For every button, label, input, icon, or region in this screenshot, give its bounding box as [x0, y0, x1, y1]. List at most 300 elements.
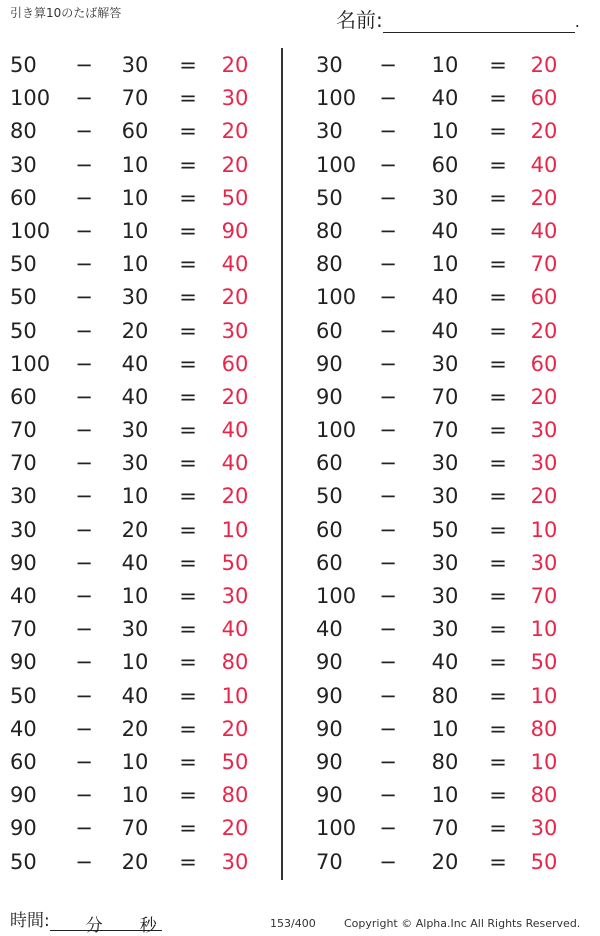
time-field	[10, 906, 162, 936]
equals-sign: =	[489, 351, 507, 376]
answer: 50	[221, 550, 249, 575]
equals-sign: =	[179, 252, 197, 277]
answer: 40	[221, 617, 249, 642]
minus-sign: −	[379, 584, 397, 608]
minuend: 30	[316, 119, 343, 144]
answer: 40	[530, 218, 558, 243]
subtrahend: 50	[431, 517, 459, 542]
minuend: 90	[10, 816, 37, 841]
minus-sign: −	[379, 285, 397, 310]
minus-sign: −	[75, 783, 93, 808]
equals-sign: =	[179, 517, 197, 542]
problem-row	[316, 679, 576, 712]
equals-sign: =	[489, 749, 507, 774]
subtrahend: 30	[121, 617, 149, 642]
subtrahend: 30	[431, 185, 459, 210]
equals-sign: =	[179, 584, 197, 608]
minuend: 50	[316, 484, 343, 509]
seconds-label: 秒	[139, 916, 157, 936]
time-label: 時間:	[10, 911, 50, 931]
problem-row	[316, 778, 576, 811]
minus-sign: −	[75, 451, 93, 476]
minuend: 50	[10, 683, 37, 708]
subtrahend: 20	[121, 318, 149, 343]
equals-sign: =	[489, 816, 507, 841]
name-field[interactable]	[336, 4, 580, 33]
equals-sign: =	[179, 716, 197, 741]
minuend: 100	[316, 285, 357, 310]
subtrahend: 10	[121, 484, 149, 509]
equals-sign: =	[179, 185, 197, 210]
problem-row	[10, 181, 270, 214]
subtrahend: 30	[431, 451, 459, 476]
minuend: 80	[10, 119, 37, 144]
minuend: 90	[316, 351, 343, 376]
equals-sign: =	[489, 683, 507, 708]
minus-sign: −	[75, 650, 93, 675]
minus-sign: −	[75, 318, 93, 343]
answer: 60	[221, 351, 249, 376]
subtrahend: 40	[431, 650, 459, 675]
minus-sign: −	[379, 53, 397, 77]
minus-sign: −	[75, 584, 93, 608]
answer: 10	[221, 517, 249, 542]
minuend: 40	[10, 584, 37, 608]
minus-sign: −	[379, 650, 397, 675]
subtrahend: 60	[121, 119, 149, 144]
subtrahend: 10	[431, 783, 459, 808]
answer: 50	[530, 650, 558, 675]
answer: 10	[530, 517, 558, 542]
problem-row	[10, 546, 270, 579]
equals-sign: =	[179, 451, 197, 476]
equals-sign: =	[489, 617, 507, 642]
equals-sign: =	[489, 783, 507, 808]
equals-sign: =	[179, 119, 197, 144]
minuend: 50	[10, 53, 37, 77]
problem-row	[316, 380, 576, 413]
problem-row	[10, 280, 270, 313]
minus-sign: −	[75, 185, 93, 210]
subtrahend: 30	[431, 550, 459, 575]
answer: 20	[530, 53, 558, 77]
problem-row	[316, 479, 576, 512]
minus-sign: −	[379, 351, 397, 376]
problem-row	[316, 114, 576, 147]
subtrahend: 40	[121, 351, 149, 376]
equals-sign: =	[179, 650, 197, 675]
minus-sign: −	[75, 86, 93, 111]
minus-sign: −	[379, 252, 397, 277]
minus-sign: −	[379, 816, 397, 841]
minuend: 90	[316, 683, 343, 708]
problem-row	[316, 845, 576, 878]
answer: 30	[221, 584, 249, 608]
answer: 50	[530, 849, 558, 874]
minuend: 70	[316, 849, 343, 874]
subtrahend: 70	[121, 816, 149, 841]
minus-sign: −	[75, 550, 93, 575]
answer: 90	[221, 218, 249, 243]
answer: 10	[221, 683, 249, 708]
answer: 70	[530, 584, 558, 608]
problem-row	[316, 645, 576, 678]
equals-sign: =	[489, 484, 507, 509]
minuend: 60	[10, 185, 37, 210]
minuend: 90	[316, 716, 343, 741]
answer: 60	[530, 86, 558, 111]
minuend: 100	[316, 418, 357, 443]
minus-sign: −	[75, 617, 93, 642]
subtrahend: 10	[121, 252, 149, 277]
problem-row	[316, 745, 576, 778]
equals-sign: =	[179, 550, 197, 575]
subtrahend: 40	[121, 683, 149, 708]
minuend: 50	[316, 185, 343, 210]
answer: 40	[530, 152, 558, 177]
answer: 30	[221, 318, 249, 343]
problem-row	[10, 612, 270, 645]
left-problem-column	[10, 48, 270, 878]
subtrahend: 40	[121, 550, 149, 575]
problem-row	[316, 280, 576, 313]
minus-sign: −	[75, 119, 93, 144]
equals-sign: =	[179, 285, 197, 310]
minus-sign: −	[379, 119, 397, 144]
answer: 80	[221, 650, 249, 675]
subtrahend: 30	[431, 351, 459, 376]
answer: 20	[530, 484, 558, 509]
equals-sign: =	[489, 119, 507, 144]
subtrahend: 30	[121, 451, 149, 476]
problem-row	[10, 579, 270, 612]
problem-row	[316, 347, 576, 380]
minus-sign: −	[379, 185, 397, 210]
minus-sign: −	[75, 285, 93, 310]
subtrahend: 80	[431, 683, 459, 708]
equals-sign: =	[489, 650, 507, 675]
equals-sign: =	[489, 584, 507, 608]
name-label: 名前:	[336, 8, 383, 32]
copyright-notice: Copyright © Alpha.Inc All Rights Reserved.	[344, 917, 581, 930]
subtrahend: 30	[121, 285, 149, 310]
minus-sign: −	[379, 783, 397, 808]
subtrahend: 10	[121, 218, 149, 243]
minus-sign: −	[75, 816, 93, 841]
answer: 10	[530, 617, 558, 642]
equals-sign: =	[489, 849, 507, 874]
minuend: 50	[10, 318, 37, 343]
equals-sign: =	[489, 451, 507, 476]
problem-row	[10, 48, 270, 81]
subtrahend: 20	[431, 849, 459, 874]
problem-row	[10, 314, 270, 347]
subtrahend: 40	[431, 86, 459, 111]
subtrahend: 30	[121, 53, 149, 77]
subtrahend: 40	[121, 384, 149, 409]
minuend: 90	[10, 783, 37, 808]
minuend: 30	[10, 484, 37, 509]
subtrahend: 10	[121, 783, 149, 808]
problem-row	[316, 48, 576, 81]
minus-sign: −	[75, 384, 93, 409]
equals-sign: =	[179, 418, 197, 443]
answer: 10	[530, 749, 558, 774]
minuend: 90	[316, 384, 343, 409]
problem-row	[316, 811, 576, 844]
subtrahend: 40	[431, 318, 459, 343]
answer: 40	[221, 418, 249, 443]
answer: 80	[530, 716, 558, 741]
answer: 30	[530, 451, 558, 476]
minuend: 100	[316, 816, 357, 841]
equals-sign: =	[179, 218, 197, 243]
subtrahend: 20	[121, 517, 149, 542]
problem-row	[316, 612, 576, 645]
minuend: 50	[10, 285, 37, 310]
minus-sign: −	[379, 451, 397, 476]
subtrahend: 10	[121, 650, 149, 675]
equals-sign: =	[489, 86, 507, 111]
problem-row	[316, 546, 576, 579]
equals-sign: =	[179, 783, 197, 808]
answer: 20	[221, 285, 249, 310]
equals-sign: =	[489, 53, 507, 77]
subtrahend: 10	[121, 749, 149, 774]
answer: 20	[530, 384, 558, 409]
answer: 20	[530, 119, 558, 144]
subtrahend: 30	[431, 617, 459, 642]
subtrahend: 70	[121, 86, 149, 111]
worksheet-title: 引き算10のたば解答	[10, 6, 122, 20]
equals-sign: =	[179, 384, 197, 409]
subtrahend: 20	[121, 849, 149, 874]
subtrahend: 60	[431, 152, 459, 177]
minuend: 60	[316, 451, 343, 476]
problem-row	[10, 81, 270, 114]
minuend: 50	[10, 849, 37, 874]
problem-row	[316, 314, 576, 347]
answer: 30	[221, 849, 249, 874]
minus-sign: −	[379, 484, 397, 509]
problem-row	[316, 513, 576, 546]
minuend: 40	[10, 716, 37, 741]
minuend: 60	[316, 318, 343, 343]
equals-sign: =	[489, 550, 507, 575]
answer: 40	[221, 451, 249, 476]
minuend: 40	[316, 617, 343, 642]
minuend: 80	[316, 218, 343, 243]
minus-sign: −	[75, 484, 93, 509]
equals-sign: =	[489, 384, 507, 409]
subtrahend: 30	[431, 484, 459, 509]
problem-row	[316, 446, 576, 479]
answer: 20	[221, 716, 249, 741]
subtrahend: 10	[431, 53, 459, 77]
equals-sign: =	[179, 152, 197, 177]
problem-row	[316, 247, 576, 280]
answer: 50	[221, 185, 249, 210]
equals-sign: =	[489, 418, 507, 443]
subtrahend: 10	[431, 119, 459, 144]
minuend: 100	[10, 351, 51, 376]
answer: 70	[530, 252, 558, 277]
minus-sign: −	[379, 716, 397, 741]
problem-row	[10, 479, 270, 512]
minuend: 30	[10, 152, 37, 177]
minuend: 90	[316, 749, 343, 774]
minuend: 80	[316, 252, 343, 277]
minuend: 30	[316, 53, 343, 77]
answer: 80	[530, 783, 558, 808]
equals-sign: =	[489, 716, 507, 741]
minuend: 30	[10, 517, 37, 542]
minus-sign: −	[379, 683, 397, 708]
answer: 20	[530, 318, 558, 343]
subtrahend: 70	[431, 384, 459, 409]
minus-sign: −	[379, 384, 397, 409]
name-line[interactable]	[383, 12, 575, 33]
subtrahend: 10	[121, 185, 149, 210]
minuend: 90	[316, 650, 343, 675]
minus-sign: −	[379, 86, 397, 111]
answer: 60	[530, 351, 558, 376]
minus-sign: −	[75, 218, 93, 243]
problem-row	[10, 778, 270, 811]
equals-sign: =	[179, 86, 197, 111]
subtrahend: 10	[431, 716, 459, 741]
equals-sign: =	[179, 318, 197, 343]
problem-row	[10, 845, 270, 878]
minus-sign: −	[379, 550, 397, 575]
answer: 30	[530, 418, 558, 443]
minus-sign: −	[75, 683, 93, 708]
problem-row	[10, 148, 270, 181]
minuend: 60	[316, 550, 343, 575]
problem-row	[10, 679, 270, 712]
equals-sign: =	[489, 285, 507, 310]
problem-row	[10, 446, 270, 479]
problem-row	[316, 81, 576, 114]
problem-row	[10, 513, 270, 546]
problem-row	[316, 413, 576, 446]
equals-sign: =	[489, 252, 507, 277]
problem-row	[10, 347, 270, 380]
minus-sign: −	[379, 152, 397, 177]
minus-sign: −	[379, 218, 397, 243]
subtrahend: 20	[121, 716, 149, 741]
subtrahend: 40	[431, 218, 459, 243]
minutes-label: 分	[85, 916, 103, 936]
subtrahend: 10	[431, 252, 459, 277]
answer: 30	[221, 86, 249, 111]
subtrahend: 30	[121, 418, 149, 443]
minus-sign: −	[75, 418, 93, 443]
subtrahend: 70	[431, 816, 459, 841]
problem-row	[10, 214, 270, 247]
answer: 50	[221, 749, 249, 774]
answer: 20	[221, 484, 249, 509]
answer: 20	[221, 816, 249, 841]
equals-sign: =	[489, 152, 507, 177]
equals-sign: =	[179, 484, 197, 509]
minus-sign: −	[75, 252, 93, 277]
problem-row	[316, 148, 576, 181]
name-end-mark: .	[574, 12, 580, 31]
problem-row	[10, 114, 270, 147]
answer: 60	[530, 285, 558, 310]
minuend: 90	[10, 550, 37, 575]
answer: 30	[530, 550, 558, 575]
minus-sign: −	[75, 517, 93, 542]
minuend: 50	[10, 252, 37, 277]
subtrahend: 30	[431, 584, 459, 608]
minus-sign: −	[379, 617, 397, 642]
problem-row	[10, 712, 270, 745]
answer: 20	[530, 185, 558, 210]
problem-row	[316, 712, 576, 745]
equals-sign: =	[489, 185, 507, 210]
answer: 20	[221, 152, 249, 177]
answer: 40	[221, 252, 249, 277]
column-divider	[281, 48, 283, 880]
equals-sign: =	[489, 517, 507, 542]
problem-row	[10, 413, 270, 446]
minus-sign: −	[379, 318, 397, 343]
subtrahend: 80	[431, 749, 459, 774]
equals-sign: =	[179, 749, 197, 774]
problem-row	[10, 247, 270, 280]
answer: 80	[221, 783, 249, 808]
answer: 20	[221, 119, 249, 144]
minus-sign: −	[379, 749, 397, 774]
minuend: 90	[316, 783, 343, 808]
equals-sign: =	[179, 617, 197, 642]
minuend: 60	[10, 384, 37, 409]
answer: 30	[530, 816, 558, 841]
equals-sign: =	[179, 351, 197, 376]
time-input-line[interactable]	[50, 912, 162, 936]
equals-sign: =	[179, 816, 197, 841]
minuend: 100	[316, 584, 357, 608]
minuend: 90	[10, 650, 37, 675]
answer: 10	[530, 683, 558, 708]
minuend: 70	[10, 418, 37, 443]
problem-row	[10, 745, 270, 778]
problem-row	[10, 645, 270, 678]
minuend: 100	[10, 86, 51, 111]
problem-row	[316, 181, 576, 214]
minus-sign: −	[75, 716, 93, 741]
minus-sign: −	[75, 749, 93, 774]
problem-row	[316, 579, 576, 612]
minuend: 60	[10, 749, 37, 774]
minus-sign: −	[379, 517, 397, 542]
equals-sign: =	[489, 318, 507, 343]
minus-sign: −	[75, 849, 93, 874]
subtrahend: 10	[121, 152, 149, 177]
page-number: 153/400	[270, 917, 316, 930]
minuend: 100	[316, 152, 357, 177]
equals-sign: =	[179, 849, 197, 874]
minus-sign: −	[379, 849, 397, 874]
problem-row	[316, 214, 576, 247]
answer: 20	[221, 53, 249, 77]
minus-sign: −	[379, 418, 397, 443]
minuend: 100	[10, 218, 51, 243]
problem-row	[10, 380, 270, 413]
subtrahend: 10	[121, 584, 149, 608]
